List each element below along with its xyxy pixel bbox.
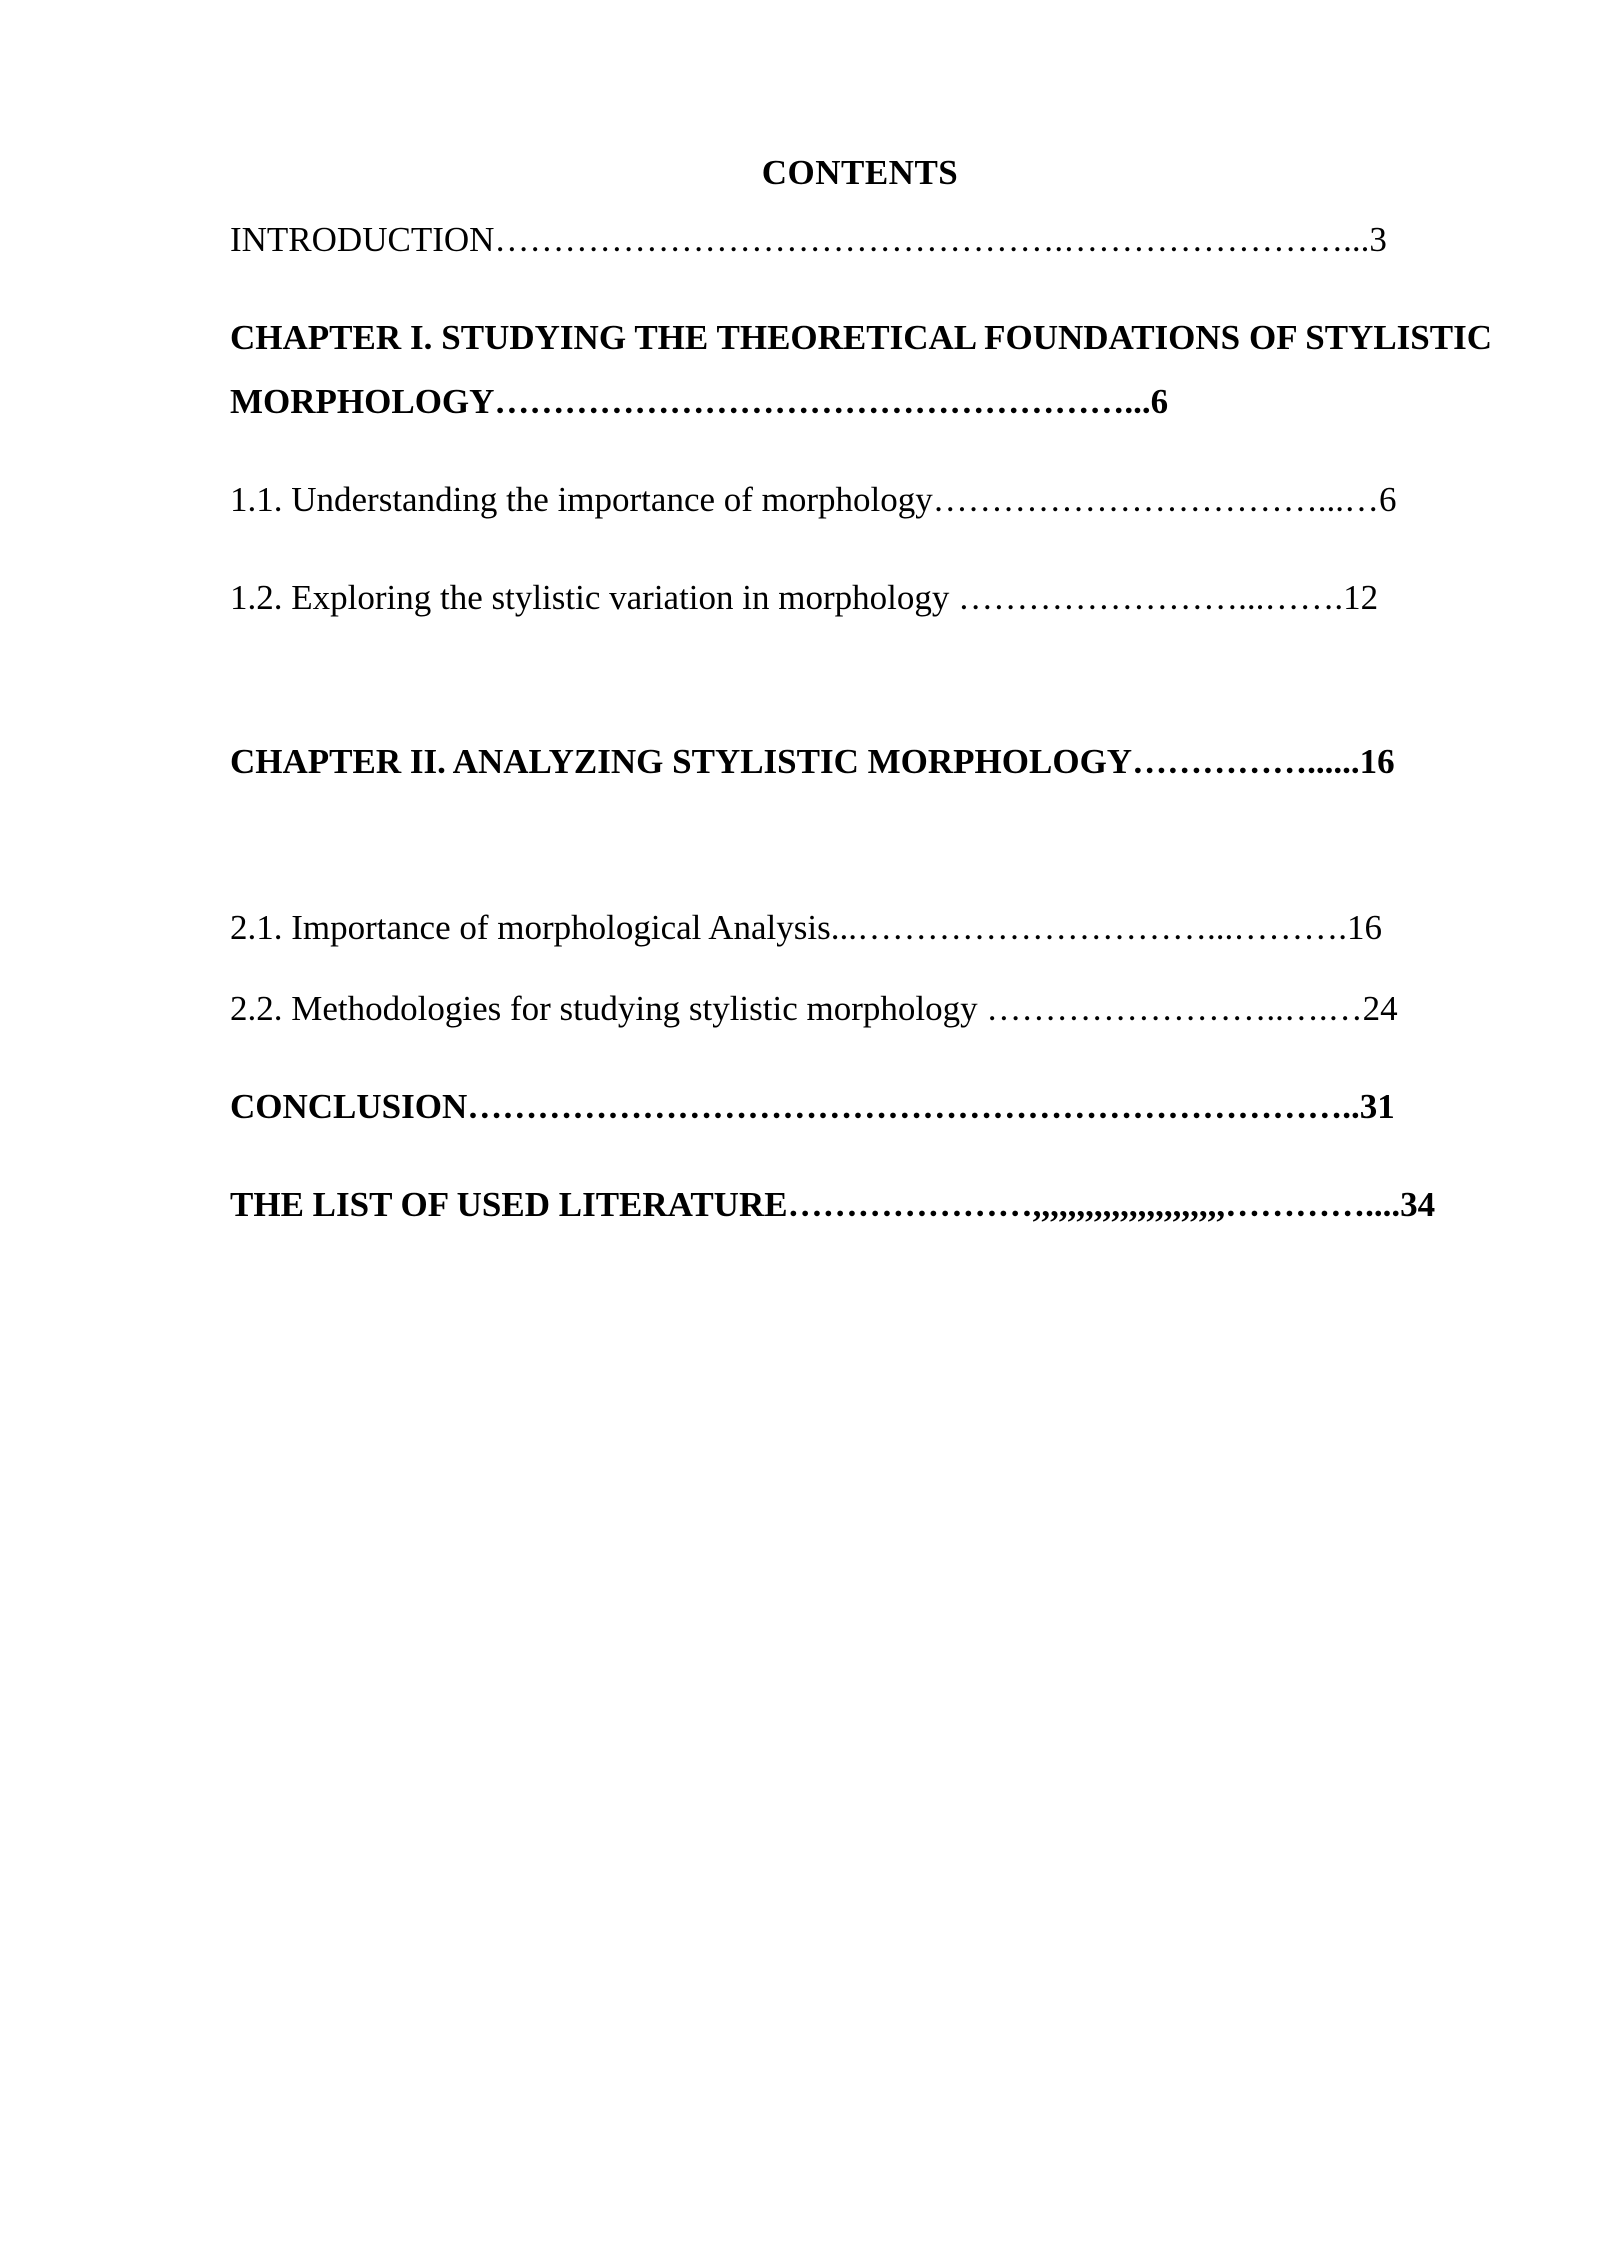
toc-entry-conclusion: CONCLUSION…………………………………………………………………..31	[230, 1087, 1395, 1126]
toc-entry-1-2: 1.2. Exploring the stylistic variation in morphology ……………………...…….12	[230, 578, 1379, 617]
toc-entry-chapter-2: CHAPTER II. ANALYZING STYLISTIC MORPHOLOGY……………......16	[230, 742, 1395, 781]
toc-entry-literature: THE LIST OF USED LITERATURE…………………,,,,,,,,,,,,,,,,,,,,,,…………....34	[230, 1185, 1436, 1224]
contents-title: CONTENTS	[761, 153, 959, 192]
toc-entry-1-1: 1.1. Understanding the importance of morphology……………………………...…6	[230, 480, 1397, 519]
toc-entry-2-2: 2.2. Methodologies for studying stylistic morphology ……………………..….…24	[230, 989, 1398, 1028]
toc-entry-2-1: 2.1. Importance of morphological Analysis...…………………………...……….16	[230, 908, 1382, 947]
toc-entry-chapter-1: CHAPTER I. STUDYING THE THEORETICAL FOUNDATIONS OF STYLISTIC MORPHOLOGY………………………………………………...6	[230, 318, 1492, 421]
toc-entry-introduction: INTRODUCTION………………………………………….……………………...3	[230, 220, 1387, 259]
